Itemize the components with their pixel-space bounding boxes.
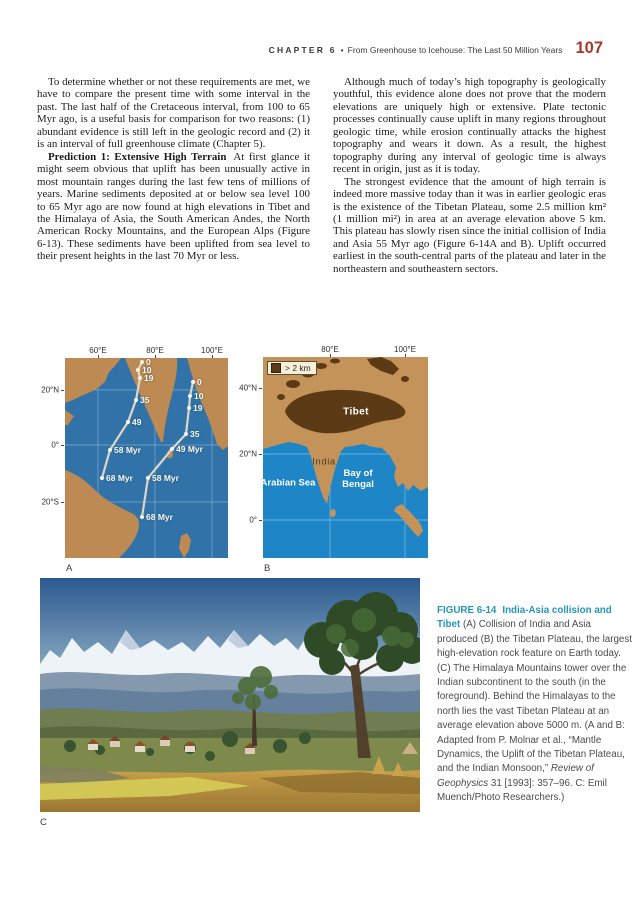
chapter-heading [269, 45, 563, 55]
tibet-label: Tibet [343, 406, 369, 418]
plate-track-age-label: 35 [140, 395, 150, 405]
track-point [184, 432, 188, 436]
text-column-left [37, 76, 310, 263]
latitude-label: 0° [51, 440, 59, 450]
track-point [170, 447, 174, 451]
track-point [108, 448, 112, 452]
plate-track-age-label: 19 [144, 373, 154, 383]
paragraph-text: At first glance it might seem obvious that uplift has been unusually active in most mountain ranges during the last few tens of millions of years. Marine sediments deposited at or below sea level 100 to 65 Myr ago are now found at high elevations in Tibet and the Himalaya of Asia, the South American Andes, the North American Rocky Mountains, and the European Alps (Figure 6-13). These sediments have been uplifted from sea level to their present heights in the last 70 Myr or less. [37, 150, 310, 263]
himalaya-photo [40, 578, 420, 812]
axis-tick [61, 390, 64, 391]
track-point [100, 476, 104, 480]
chapter-title: From Greenhouse to Icehouse: The Last 50 Million Years [347, 45, 563, 55]
map-panel-a [41, 346, 228, 574]
figure-caption [437, 604, 633, 806]
map-panel-b [239, 345, 428, 574]
axis-tick [259, 454, 262, 455]
track-point [146, 476, 150, 480]
latitude-label: 20°N [239, 449, 257, 459]
longitude-label: 100°E [201, 346, 223, 355]
tibet-elevation-map [263, 357, 428, 558]
legend-label: > 2 km [285, 363, 311, 373]
axis-tick [212, 355, 213, 358]
paragraph [37, 151, 310, 263]
bay-of-bengal-label: Bay of Bengal [342, 468, 374, 490]
paragraph: To determine whether or not these requirements are met, we have to compare the present time with some interval in the past. The last half of the Cretaceous interval, from 100 to 65 Myr ago, is a useful basis for comparison for two reasons: (1) abundant evidence is still left in the geologic record and (2) it is an interval of full greenhouse climate (Chapter 5). [37, 76, 310, 151]
panel-label-a: A [66, 563, 73, 574]
heading-separator: • [340, 45, 344, 55]
track-point [140, 515, 144, 519]
plate-track-age-label: 68 Myr [146, 512, 173, 522]
latitude-label: 20°N [41, 385, 59, 395]
arabian-sea-label: Arabian Sea [260, 477, 316, 489]
track-point [191, 380, 195, 384]
page-number: 107 [575, 39, 603, 57]
india-label: India [312, 456, 336, 468]
prediction-heading: Prediction 1: Extensive High Terrain [48, 150, 227, 163]
axis-tick [61, 445, 64, 446]
axis-tick [330, 354, 331, 357]
track-point [188, 394, 192, 398]
track-point [136, 368, 140, 372]
longitude-label: 100°E [394, 345, 416, 354]
paragraph: The strongest evidence that the amount of high terrain is indeed more massive today than it was in earlier geologic eras is the existence of the Tibetan Plateau, some 2.5 million km² (1 million mi²) in area at an average elevation above 5 km. This plateau has slowly risen since the initial collision of India and Asia 55 Myr ago (Figure 6-14A and B). Uplift occurred earliest in the south-central parts of the plateau and later in the northeastern and southeastern sectors. [333, 175, 606, 275]
axis-tick [155, 355, 156, 358]
latitude-label: 40°N [239, 383, 257, 393]
track-point [140, 360, 144, 364]
latitude-label: 20°S [41, 497, 59, 507]
india-plate-track-map [65, 358, 228, 558]
track-point [187, 406, 191, 410]
plate-track-age-label: 58 Myr [152, 473, 179, 483]
plate-track-age-label: 0 [197, 377, 202, 387]
axis-tick [259, 520, 262, 521]
photo-panel-c [40, 578, 420, 828]
track-point [134, 398, 138, 402]
paragraph: Although much of today’s high topography is geologically youthful, this evidence alone does not prove that the modern elevations are uniquely high or extensive. Plate tectonic processes continually cause uplift in many regions throughout geologic time, while erosion continually attacks the highest topography and wears it down. As a result, the highest topography during any interval of geologic time is always recent in origin, just as it is today. [333, 76, 606, 176]
plate-track-age-label: 68 Myr [106, 473, 133, 483]
longitude-label: 80°E [146, 346, 164, 355]
figure-caption-text: (A) Collision of India and Asia produced (B) the Tibetan Plateau, the largest high-elevation rock feature on Earth today. (C) The Himalaya Mountains tower over the Indian subcontinent to the south (in the foreground). Behind the Himalayas to the north lies the vast Tibetan Plateau at an average elevation above 5000 m. (A and B: Adapted from P. Molnar et al., “Mantle Dynamics, the Uplift of the Tibetan Plateau, and the Indian Monsoon,” [437, 619, 632, 775]
panel-label-c: C [40, 817, 47, 828]
text-column-right [333, 76, 606, 275]
elevation-swatch [271, 363, 281, 373]
track-point [138, 376, 142, 380]
axis-tick [98, 355, 99, 358]
island-sri-lanka [330, 509, 336, 517]
plate-track-age-label: 35 [190, 429, 200, 439]
figure-caption-number: FIGURE 6-14 [437, 605, 497, 616]
plate-track-age-label: 49 Myr [176, 444, 203, 454]
map-legend [267, 361, 317, 375]
figure-caption-journal: Review of Geophysics [437, 763, 594, 789]
plate-track-age-label: 10 [142, 365, 152, 375]
plate-track-age-label: 10 [194, 391, 204, 401]
longitude-label: 80°E [321, 345, 339, 354]
track-point [126, 420, 130, 424]
axis-tick [259, 388, 262, 389]
axis-tick [405, 354, 406, 357]
running-head [269, 40, 603, 57]
plate-track-age-label: 58 Myr [114, 445, 141, 455]
longitude-label: 60°E [89, 346, 107, 355]
figure-caption-title: India-Asia collision and Tibet [437, 605, 612, 631]
latitude-label: 0° [249, 515, 257, 525]
axis-tick [61, 502, 64, 503]
panel-label-b: B [264, 563, 271, 574]
plate-track-age-label: 49 [132, 417, 142, 427]
plate-track-age-label: 0 [146, 357, 151, 367]
plate-track-age-label: 19 [193, 403, 203, 413]
figure-caption-text-end: 31 [1993]: 357–96. C: Emil Muench/Photo Researchers.) [437, 777, 607, 804]
chapter-number: CHAPTER 6 [268, 45, 337, 55]
